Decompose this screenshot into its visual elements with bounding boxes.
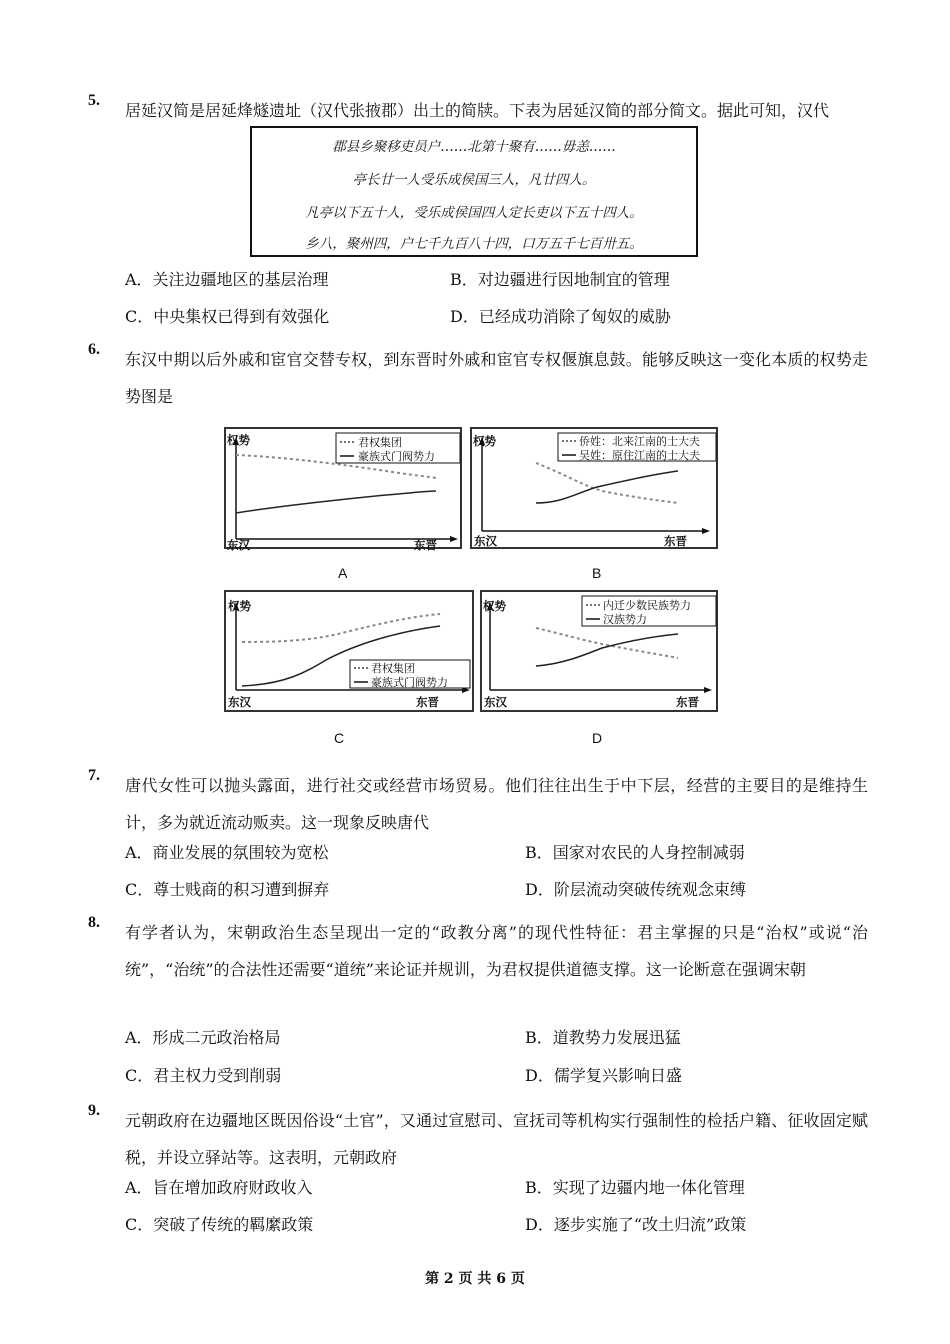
legend-solid-label: 豪族式门阀势力 bbox=[358, 450, 435, 463]
option-a[interactable]: A．关注边疆地区的基层治理 bbox=[125, 270, 329, 289]
series-solid-line bbox=[536, 471, 678, 503]
question-5 bbox=[88, 92, 868, 129]
x-axis-start-label: 东汉 bbox=[227, 538, 250, 551]
series-solid-line bbox=[536, 634, 678, 666]
chart-c bbox=[224, 590, 474, 712]
option-c[interactable]: C．中央集权已得到有效强化 bbox=[125, 307, 330, 326]
question-stem: 元朝政府在边疆地区既因俗设“土官”，又通过宣慰司、宣抚司等机构实行强制性的检括户籍、征收固定赋税，并设立驿站等。这表明，元朝政府 bbox=[125, 1111, 868, 1167]
y-axis-label: 权势 bbox=[227, 433, 250, 447]
series-dotted-line bbox=[536, 628, 678, 658]
x-axis-end-label: 东晋 bbox=[676, 695, 699, 709]
legend-dotted-label: 君权集团 bbox=[358, 436, 402, 449]
legend-dotted-label: 君权集团 bbox=[371, 662, 415, 675]
question-6 bbox=[88, 341, 868, 415]
option-d[interactable]: D．儒学复兴影响日盛 bbox=[525, 1066, 682, 1085]
x-axis-start-label: 东汉 bbox=[228, 695, 251, 709]
quote-line: 郡县乡聚移吏员户……北第十聚有……毋恙…… bbox=[332, 139, 616, 155]
legend-dotted-label: 侨姓：北来江南的士大夫 bbox=[579, 435, 700, 448]
legend-dotted-label: 内迁少数民族势力 bbox=[603, 599, 691, 612]
legend-solid-label: 吴姓：原住江南的士大夫 bbox=[579, 449, 700, 462]
chart-d bbox=[480, 590, 718, 712]
question-number: 7. bbox=[88, 767, 100, 784]
y-axis-label: 权势 bbox=[228, 599, 251, 613]
x-axis-end-label: 东晋 bbox=[414, 538, 437, 551]
chart-c-label: C bbox=[334, 730, 345, 746]
chart-d-plot bbox=[482, 592, 720, 714]
x-axis-end-label: 东晋 bbox=[416, 695, 439, 709]
chart-b bbox=[470, 427, 718, 549]
question-number: 8. bbox=[88, 914, 100, 931]
option-b[interactable]: B．实现了边疆内地一体化管理 bbox=[525, 1178, 745, 1197]
y-axis-label: 权势 bbox=[473, 434, 496, 448]
option-a[interactable]: A．商业发展的氛围较为宽松 bbox=[125, 843, 329, 862]
question-number: 9. bbox=[88, 1102, 100, 1119]
question-stem: 东汉中期以后外戚和宦官交替专权，到东晋时外戚和宦官专权偃旗息鼓。能够反映这一变化本质的权势走势图是 bbox=[125, 350, 868, 406]
series-dotted-line bbox=[536, 463, 678, 503]
chart-c-plot bbox=[226, 592, 476, 714]
legend-solid-label: 豪族式门阀势力 bbox=[371, 676, 448, 689]
option-a[interactable]: A．旨在增加政府财政收入 bbox=[125, 1178, 313, 1197]
question-8 bbox=[88, 914, 868, 988]
quote-line: 乡八，聚州四，户七千九百八十四，口万五千七百卅五。 bbox=[305, 236, 643, 252]
chart-a-plot bbox=[226, 429, 464, 551]
x-axis-start-label: 东汉 bbox=[484, 695, 507, 709]
page-footer: 第 2 页 共 6 页 bbox=[425, 1271, 525, 1287]
question-7 bbox=[88, 767, 868, 841]
quote-line: 凡亭以下五十人，受乐成侯国四人定长吏以下五十四人。 bbox=[305, 205, 643, 221]
option-b[interactable]: B．对边疆进行因地制宜的管理 bbox=[450, 270, 670, 289]
question-stem: 唐代女性可以抛头露面，进行社交或经营市场贸易。他们往往出生于中下层，经营的主要目的是维持生计，多为就近流动贩卖。这一现象反映唐代 bbox=[125, 776, 868, 832]
series-solid-line bbox=[236, 491, 436, 513]
option-b[interactable]: B．国家对农民的人身控制减弱 bbox=[525, 843, 745, 862]
y-axis-label: 权势 bbox=[483, 599, 506, 613]
series-dotted-line bbox=[242, 614, 440, 642]
option-d[interactable]: D．已经成功消除了匈奴的威胁 bbox=[450, 307, 671, 326]
option-a[interactable]: A．形成二元政治格局 bbox=[125, 1028, 281, 1047]
bamboo-slip-quote-box bbox=[250, 126, 698, 257]
question-number: 5. bbox=[88, 92, 100, 109]
option-d[interactable]: D．逐步实施了“改土归流”政策 bbox=[525, 1215, 747, 1234]
option-c[interactable]: C．突破了传统的羁縻政策 bbox=[125, 1215, 314, 1234]
chart-a bbox=[224, 427, 462, 549]
chart-a-label: A bbox=[338, 565, 348, 581]
question-9 bbox=[88, 1102, 868, 1176]
chart-b-label: B bbox=[592, 565, 602, 581]
option-c[interactable]: C．君主权力受到削弱 bbox=[125, 1066, 282, 1085]
legend-solid-label: 汉族势力 bbox=[603, 613, 647, 626]
chart-d-label: D bbox=[592, 730, 603, 746]
quote-line: 亭长廿一人受乐成侯国三人，凡廿四人。 bbox=[352, 172, 596, 188]
x-axis-start-label: 东汉 bbox=[474, 534, 497, 548]
x-axis-end-label: 东晋 bbox=[664, 534, 687, 548]
question-stem: 居延汉简是居延烽燧遗址（汉代张掖郡）出土的简牍。下表为居延汉简的部分简文。据此可知，汉代 bbox=[125, 101, 830, 120]
chart-b-plot bbox=[472, 429, 720, 551]
question-number: 6. bbox=[88, 341, 100, 358]
option-b[interactable]: B．道教势力发展迅猛 bbox=[525, 1028, 681, 1047]
question-stem: 有学者认为，宋朝政治生态呈现出一定的“政教分离”的现代性特征：君主掌握的只是“治权”或说“治统”，“治统”的合法性还需要“道统”来论证并规训，为君权提供道德支撑。这一论断意在强调宋朝 bbox=[125, 923, 868, 979]
option-d[interactable]: D．阶层流动突破传统观念束缚 bbox=[525, 880, 746, 899]
option-c[interactable]: C．尊士贱商的积习遭到摒弃 bbox=[125, 880, 330, 899]
